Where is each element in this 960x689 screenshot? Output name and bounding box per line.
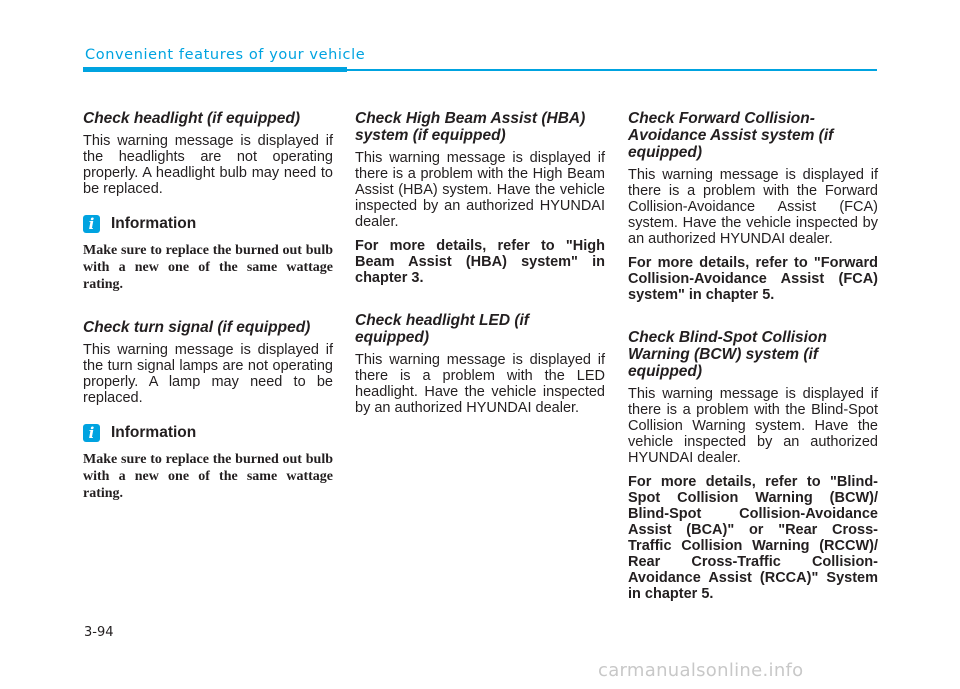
column-left — [83, 110, 333, 502]
section-body-check-headlight: This warning message is displayed if the headlights are not operating properly. A headlight bulb may need to be replaced. — [83, 133, 333, 197]
information-header — [83, 423, 333, 443]
column-right — [628, 110, 878, 602]
watermark: carmanualsonline.info — [598, 660, 804, 681]
section-body-check-bcw: This warning message is displayed if there is a problem with the Blind-Spot Collision Warning system. Have the vehicle inspected by an authorized HYUNDAI dealer. — [628, 386, 878, 466]
section-title-check-fca: Check Forward Collision-Avoidance Assist system (if equipped) — [628, 110, 834, 161]
section-reference-fca: For more details, refer to "Forward Collision-Avoidance Assist (FCA) system" in chapter 5. — [628, 255, 878, 303]
section-body-check-hba: This warning message is displayed if there is a problem with the High Beam Assist (HBA) system. Have the vehicle inspected by an authorized HYUNDAI dealer. — [355, 150, 605, 230]
section-body-check-fca: This warning message is displayed if there is a problem with the Forward Collision-Avoidance Assist (FCA) system. Have the vehicle inspected by an authorized HYUNDAI dealer. — [628, 167, 878, 247]
info-icon: i — [83, 424, 100, 442]
information-label: Information — [111, 215, 197, 232]
section-body-check-turn-signal: This warning message is displayed if the turn signal lamps are not operating properly. A lamp may need to be replaced. — [83, 342, 333, 406]
page-number: 3-94 — [84, 625, 114, 640]
column-middle — [355, 110, 605, 416]
section-reference-hba: For more details, refer to "High Beam Assist (HBA) system" in chapter 3. — [355, 238, 605, 286]
section-title-check-turn-signal: Check turn signal (if equipped) — [83, 319, 311, 336]
information-text: Make sure to replace the burned out bulb with a new one of the same wattage rating. — [83, 452, 333, 501]
information-label: Information — [111, 424, 197, 441]
information-text: Make sure to replace the burned out bulb with a new one of the same wattage rating. — [83, 243, 333, 292]
header-rule-thin — [347, 69, 877, 71]
header-rule-thick — [83, 67, 347, 72]
header-title: Convenient features of your vehicle — [85, 47, 366, 63]
info-icon: i — [83, 215, 100, 233]
information-header — [83, 214, 333, 234]
section-title-check-headlight-led: Check headlight LED (if equipped) — [355, 312, 529, 346]
section-title-check-hba: Check High Beam Assist (HBA) system (if equipped) — [355, 110, 586, 144]
section-title-check-headlight: Check headlight (if equipped) — [83, 110, 301, 127]
section-title-check-bcw: Check Blind-Spot Collision Warning (BCW) system (if equipped) — [628, 329, 827, 380]
section-body-check-headlight-led: This warning message is displayed if there is a problem with the LED headlight. Have the vehicle inspected by an authorized HYUNDAI dealer. — [355, 352, 605, 416]
section-reference-bcw: For more details, refer to "Blind-Spot Collision Warning (BCW)/ Blind-Spot Collision-Avoidance Assist (BCA)" or "Rear Cross-Traffic Collision Warning (RCCW)/ Rear Cross-Traffic Collision-Avoidance Assist (RCCA)" System in chapter 5. — [628, 474, 878, 602]
